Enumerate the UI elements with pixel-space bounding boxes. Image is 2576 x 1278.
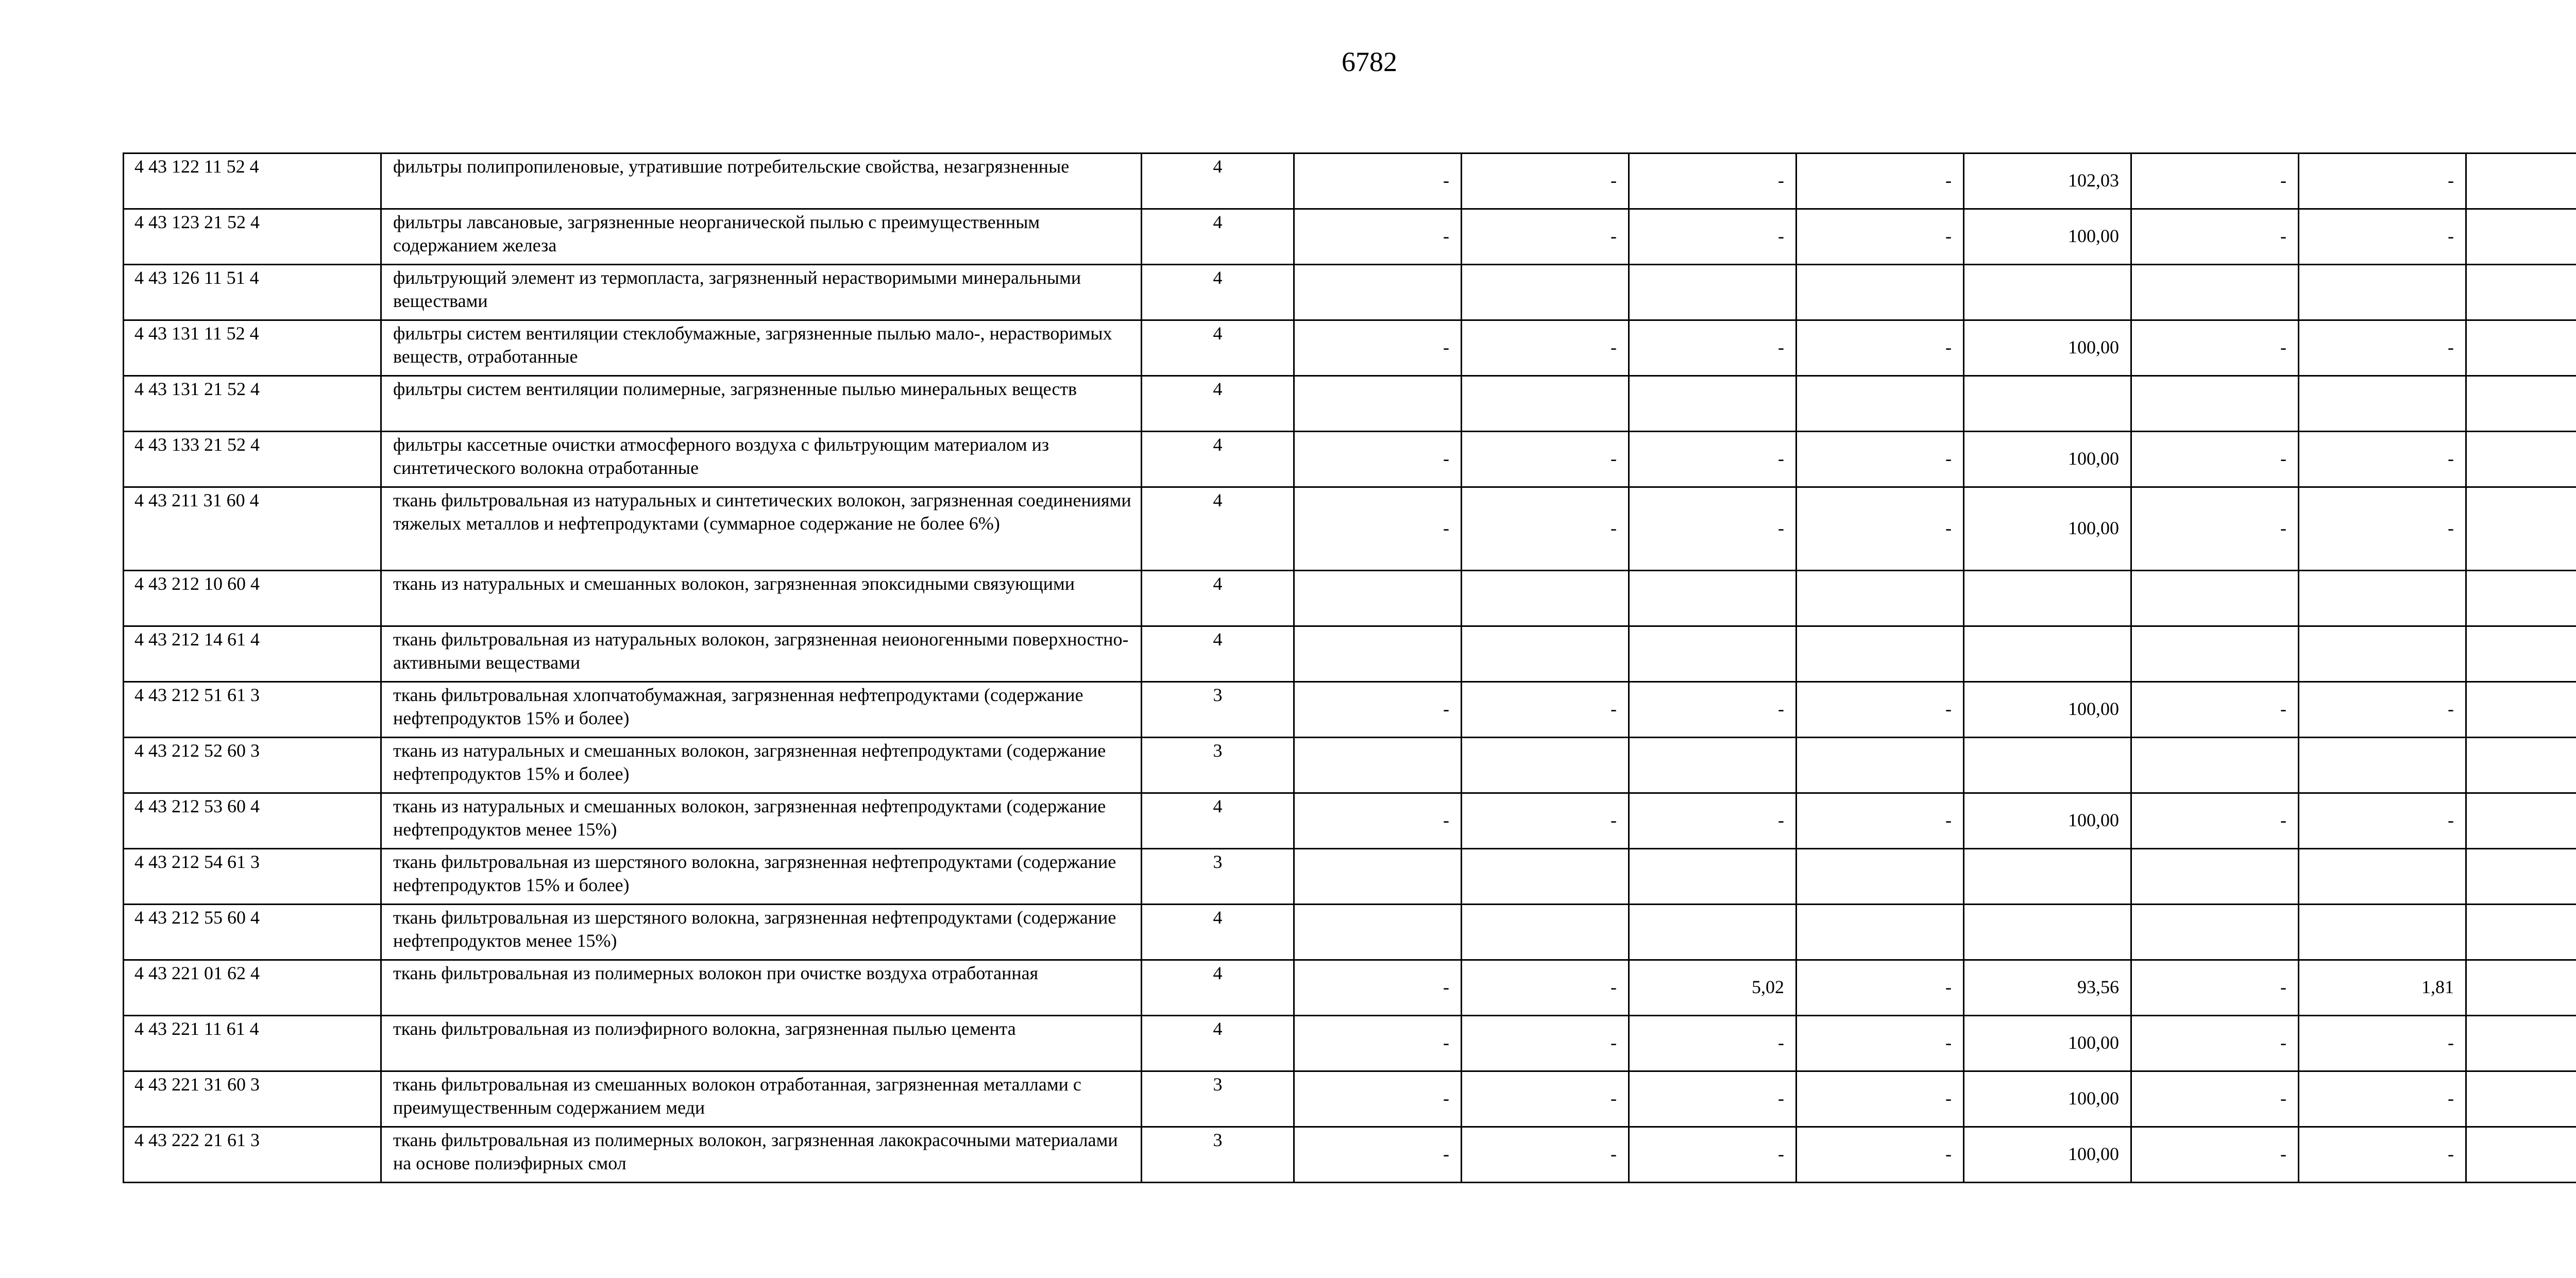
value-cell	[1629, 626, 1797, 682]
value-cell	[1294, 265, 1462, 320]
value-cell	[2299, 571, 2466, 626]
waste-code-cell: 4 43 221 31 60 3	[124, 1071, 381, 1127]
value-cell: -	[1629, 1071, 1797, 1127]
value-cell: -	[1629, 487, 1797, 571]
value-cell: -	[2299, 793, 2466, 849]
value-cell: -	[1462, 432, 1629, 487]
hazard-class-cell: 3	[1142, 682, 1294, 738]
hazard-class-cell: 4	[1142, 1016, 1294, 1071]
hazard-class-cell: 4	[1142, 960, 1294, 1016]
value-cell: -	[1462, 1071, 1629, 1127]
table-row	[124, 432, 2576, 487]
table-row	[124, 154, 2576, 209]
waste-code-cell: 4 43 212 53 60 4	[124, 793, 381, 849]
value-cell: -	[1294, 1016, 1462, 1071]
value-cell: 5,02	[1629, 960, 1797, 1016]
value-cell	[2466, 1127, 2576, 1183]
waste-code-cell: 4 43 131 11 52 4	[124, 320, 381, 376]
value-cell: 100,00	[1964, 209, 2131, 265]
value-cell: -	[2299, 1127, 2466, 1183]
table-body	[124, 154, 2576, 1183]
table-row	[124, 1071, 2576, 1127]
value-cell: -	[1797, 320, 1964, 376]
value-cell	[2466, 626, 2576, 682]
value-cell	[1964, 738, 2131, 793]
waste-code-cell: 4 43 122 11 52 4	[124, 154, 381, 209]
value-cell	[1462, 905, 1629, 960]
table-row	[124, 626, 2576, 682]
value-cell	[2299, 376, 2466, 432]
value-cell: -	[2299, 1016, 2466, 1071]
value-cell	[1797, 571, 1964, 626]
value-cell	[2131, 626, 2299, 682]
waste-code-cell: 4 43 123 21 52 4	[124, 209, 381, 265]
table-row	[124, 209, 2576, 265]
value-cell: -	[1462, 487, 1629, 571]
waste-name-cell: ткань фильтровальная из натуральных и синтетических волокон, загрязненная соединениями тяжелых металлов и нефтепродуктами (суммарное содержание не более 6%)	[381, 487, 1142, 571]
value-cell: -	[1797, 682, 1964, 738]
value-cell	[2466, 571, 2576, 626]
value-cell	[1462, 376, 1629, 432]
value-cell	[1462, 738, 1629, 793]
value-cell	[1462, 265, 1629, 320]
hazard-class-cell: 4	[1142, 626, 1294, 682]
waste-code-cell: 4 43 131 21 52 4	[124, 376, 381, 432]
waste-name-cell: ткань фильтровальная из смешанных волокон отработанная, загрязненная металлами с преимущественным содержанием меди	[381, 1071, 1142, 1127]
value-cell	[1629, 905, 1797, 960]
hazard-class-cell: 3	[1142, 849, 1294, 905]
value-cell: -	[1462, 682, 1629, 738]
value-cell: 100,00	[1964, 682, 2131, 738]
table-row	[124, 376, 2576, 432]
value-cell	[2466, 960, 2576, 1016]
value-cell	[2466, 682, 2576, 738]
value-cell: -	[1797, 1016, 1964, 1071]
value-cell	[2466, 487, 2576, 571]
value-cell: -	[2299, 320, 2466, 376]
value-cell	[1964, 849, 2131, 905]
value-cell	[1629, 738, 1797, 793]
value-cell: -	[1629, 432, 1797, 487]
waste-code-cell: 4 43 212 51 61 3	[124, 682, 381, 738]
value-cell: -	[1294, 682, 1462, 738]
value-cell	[1797, 626, 1964, 682]
value-cell: 100,00	[1964, 320, 2131, 376]
waste-name-cell: фильтры систем вентиляции полимерные, загрязненные пылью минеральных веществ	[381, 376, 1142, 432]
value-cell	[1964, 376, 2131, 432]
value-cell	[2466, 1016, 2576, 1071]
value-cell	[2131, 376, 2299, 432]
value-cell	[2299, 265, 2466, 320]
value-cell: 102,03	[1964, 154, 2131, 209]
value-cell	[2466, 1071, 2576, 1127]
value-cell: -	[2131, 320, 2299, 376]
table-row	[124, 320, 2576, 376]
value-cell: -	[2131, 1127, 2299, 1183]
value-cell: -	[1797, 487, 1964, 571]
table-row	[124, 487, 2576, 571]
value-cell: -	[1797, 1071, 1964, 1127]
value-cell: 100,00	[1964, 432, 2131, 487]
value-cell: 100,00	[1964, 487, 2131, 571]
value-cell	[1964, 265, 2131, 320]
value-cell: -	[1462, 1016, 1629, 1071]
table-row	[124, 571, 2576, 626]
value-cell	[1294, 849, 1462, 905]
value-cell: -	[1797, 432, 1964, 487]
value-cell	[1629, 849, 1797, 905]
value-cell	[2466, 793, 2576, 849]
value-cell: -	[1462, 154, 1629, 209]
value-cell	[1294, 738, 1462, 793]
value-cell: -	[1294, 154, 1462, 209]
value-cell: -	[2299, 209, 2466, 265]
hazard-class-cell: 3	[1142, 1127, 1294, 1183]
waste-code-cell: 4 43 212 14 61 4	[124, 626, 381, 682]
value-cell: -	[2131, 682, 2299, 738]
value-cell	[1797, 849, 1964, 905]
value-cell	[2466, 905, 2576, 960]
value-cell	[1629, 265, 1797, 320]
hazard-class-cell: 4	[1142, 487, 1294, 571]
value-cell: -	[1294, 320, 1462, 376]
hazard-class-cell: 4	[1142, 793, 1294, 849]
hazard-class-cell: 4	[1142, 265, 1294, 320]
hazard-class-cell: 4	[1142, 154, 1294, 209]
value-cell	[1294, 905, 1462, 960]
value-cell	[2299, 738, 2466, 793]
waste-name-cell: ткань фильтровальная из полимерных волокон при очистке воздуха отработанная	[381, 960, 1142, 1016]
value-cell	[1797, 738, 1964, 793]
page-number: 6782	[1342, 46, 1397, 77]
hazard-class-cell: 3	[1142, 738, 1294, 793]
value-cell: -	[1462, 209, 1629, 265]
waste-code-cell: 4 43 212 52 60 3	[124, 738, 381, 793]
value-cell: -	[2131, 432, 2299, 487]
value-cell: -	[1797, 154, 1964, 209]
value-cell	[1797, 376, 1964, 432]
table-row	[124, 905, 2576, 960]
value-cell: -	[1797, 209, 1964, 265]
value-cell	[2466, 376, 2576, 432]
value-cell	[1294, 626, 1462, 682]
value-cell: -	[1462, 793, 1629, 849]
value-cell	[2299, 626, 2466, 682]
waste-name-cell: ткань из натуральных и смешанных волокон, загрязненная нефтепродуктами (содержание нефтепродуктов менее 15%)	[381, 793, 1142, 849]
value-cell: 100,00	[1964, 793, 2131, 849]
waste-name-cell: фильтры систем вентиляции стеклобумажные, загрязненные пылью мало-, нерастворимых веществ, отработанные	[381, 320, 1142, 376]
value-cell	[1629, 571, 1797, 626]
value-cell: -	[2131, 209, 2299, 265]
value-cell: 100,00	[1964, 1071, 2131, 1127]
value-cell	[2131, 849, 2299, 905]
value-cell: -	[1294, 1071, 1462, 1127]
table-row	[124, 265, 2576, 320]
value-cell	[1294, 376, 1462, 432]
table-row	[124, 738, 2576, 793]
value-cell: -	[2131, 1071, 2299, 1127]
value-cell: -	[1462, 320, 1629, 376]
waste-name-cell: ткань фильтровальная из полиэфирного волокна, загрязненная пылью цемента	[381, 1016, 1142, 1071]
value-cell: 93,56	[1964, 960, 2131, 1016]
value-cell	[2131, 905, 2299, 960]
value-cell	[2131, 571, 2299, 626]
waste-name-cell: ткань из натуральных и смешанных волокон, загрязненная эпоксидными связующими	[381, 571, 1142, 626]
table-row	[124, 682, 2576, 738]
value-cell	[1462, 571, 1629, 626]
value-cell: -	[2299, 487, 2466, 571]
value-cell: 100,00	[1964, 1016, 2131, 1071]
value-cell	[1462, 849, 1629, 905]
value-cell: -	[2131, 1016, 2299, 1071]
value-cell: -	[2131, 487, 2299, 571]
table-row	[124, 793, 2576, 849]
hazard-class-cell: 4	[1142, 432, 1294, 487]
value-cell: -	[1294, 487, 1462, 571]
value-cell: -	[1629, 1016, 1797, 1071]
table-row	[124, 849, 2576, 905]
table-row	[124, 1127, 2576, 1183]
value-cell: -	[2299, 682, 2466, 738]
waste-name-cell: ткань фильтровальная из шерстяного волокна, загрязненная нефтепродуктами (содержание нефтепродуктов менее 15%)	[381, 905, 1142, 960]
value-cell	[1797, 905, 1964, 960]
value-cell	[1294, 571, 1462, 626]
value-cell	[2466, 849, 2576, 905]
value-cell: -	[1629, 209, 1797, 265]
hazard-class-cell: 4	[1142, 571, 1294, 626]
value-cell	[1964, 905, 2131, 960]
value-cell	[1964, 626, 2131, 682]
value-cell: -	[2299, 432, 2466, 487]
waste-name-cell: ткань фильтровальная из шерстяного волокна, загрязненная нефтепродуктами (содержание нефтепродуктов 15% и более)	[381, 849, 1142, 905]
value-cell: -	[1797, 1127, 1964, 1183]
waste-name-cell: ткань фильтровальная хлопчатобумажная, загрязненная нефтепродуктами (содержание нефтепродуктов 15% и более)	[381, 682, 1142, 738]
value-cell: -	[1629, 793, 1797, 849]
waste-code-cell: 4 43 133 21 52 4	[124, 432, 381, 487]
waste-code-cell: 4 43 211 31 60 4	[124, 487, 381, 571]
value-cell	[2299, 849, 2466, 905]
value-cell	[1462, 626, 1629, 682]
waste-name-cell: ткань фильтровальная из натуральных волокон, загрязненная неионогенными поверхностно-активными веществами	[381, 626, 1142, 682]
waste-code-cell: 4 43 221 11 61 4	[124, 1016, 381, 1071]
value-cell	[2131, 265, 2299, 320]
waste-register-table	[123, 152, 2576, 1183]
hazard-class-cell: 4	[1142, 320, 1294, 376]
waste-name-cell: фильтры полипропиленовые, утратившие потребительские свойства, незагрязненные	[381, 154, 1142, 209]
value-cell: -	[1294, 1127, 1462, 1183]
value-cell: -	[1629, 682, 1797, 738]
value-cell: -	[1294, 793, 1462, 849]
waste-code-cell: 4 43 221 01 62 4	[124, 960, 381, 1016]
value-cell: -	[1462, 1127, 1629, 1183]
hazard-class-cell: 4	[1142, 905, 1294, 960]
value-cell	[1629, 376, 1797, 432]
value-cell: -	[2299, 154, 2466, 209]
value-cell: -	[2299, 1071, 2466, 1127]
waste-code-cell: 4 43 212 55 60 4	[124, 905, 381, 960]
value-cell	[2466, 154, 2576, 209]
waste-code-cell: 4 43 222 21 61 3	[124, 1127, 381, 1183]
waste-code-cell: 4 43 212 54 61 3	[124, 849, 381, 905]
value-cell: -	[1294, 432, 1462, 487]
table-row	[124, 1016, 2576, 1071]
value-cell: -	[1462, 960, 1629, 1016]
value-cell: -	[1797, 793, 1964, 849]
value-cell: -	[1294, 209, 1462, 265]
value-cell	[2466, 432, 2576, 487]
value-cell	[2131, 738, 2299, 793]
value-cell	[1797, 265, 1964, 320]
waste-name-cell: фильтры лавсановые, загрязненные неорганической пылью с преимущественным содержанием железа	[381, 209, 1142, 265]
value-cell	[2466, 209, 2576, 265]
value-cell: 100,00	[1964, 1127, 2131, 1183]
hazard-class-cell: 3	[1142, 1071, 1294, 1127]
value-cell: -	[2131, 960, 2299, 1016]
hazard-class-cell: 4	[1142, 209, 1294, 265]
table-row	[124, 960, 2576, 1016]
waste-name-cell: фильтрующий элемент из термопласта, загрязненный нерастворимыми минеральными веществами	[381, 265, 1142, 320]
value-cell	[1964, 571, 2131, 626]
hazard-class-cell: 4	[1142, 376, 1294, 432]
waste-code-cell: 4 43 126 11 51 4	[124, 265, 381, 320]
value-cell	[2466, 265, 2576, 320]
value-cell	[2466, 738, 2576, 793]
value-cell: -	[1797, 960, 1964, 1016]
value-cell	[2299, 905, 2466, 960]
value-cell: -	[1629, 154, 1797, 209]
waste-name-cell: фильтры кассетные очистки атмосферного воздуха с фильтрующим материалом из синтетического волокна отработанные	[381, 432, 1142, 487]
waste-name-cell: ткань из натуральных и смешанных волокон, загрязненная нефтепродуктами (содержание нефтепродуктов 15% и более)	[381, 738, 1142, 793]
value-cell: -	[2131, 154, 2299, 209]
waste-name-cell: ткань фильтровальная из полимерных волокон, загрязненная лакокрасочными материалами на основе полиэфирных смол	[381, 1127, 1142, 1183]
value-cell: 1,81	[2299, 960, 2466, 1016]
value-cell: -	[1629, 1127, 1797, 1183]
value-cell: -	[1294, 960, 1462, 1016]
value-cell: -	[1629, 320, 1797, 376]
waste-code-cell: 4 43 212 10 60 4	[124, 571, 381, 626]
value-cell	[2466, 320, 2576, 376]
value-cell: -	[2131, 793, 2299, 849]
